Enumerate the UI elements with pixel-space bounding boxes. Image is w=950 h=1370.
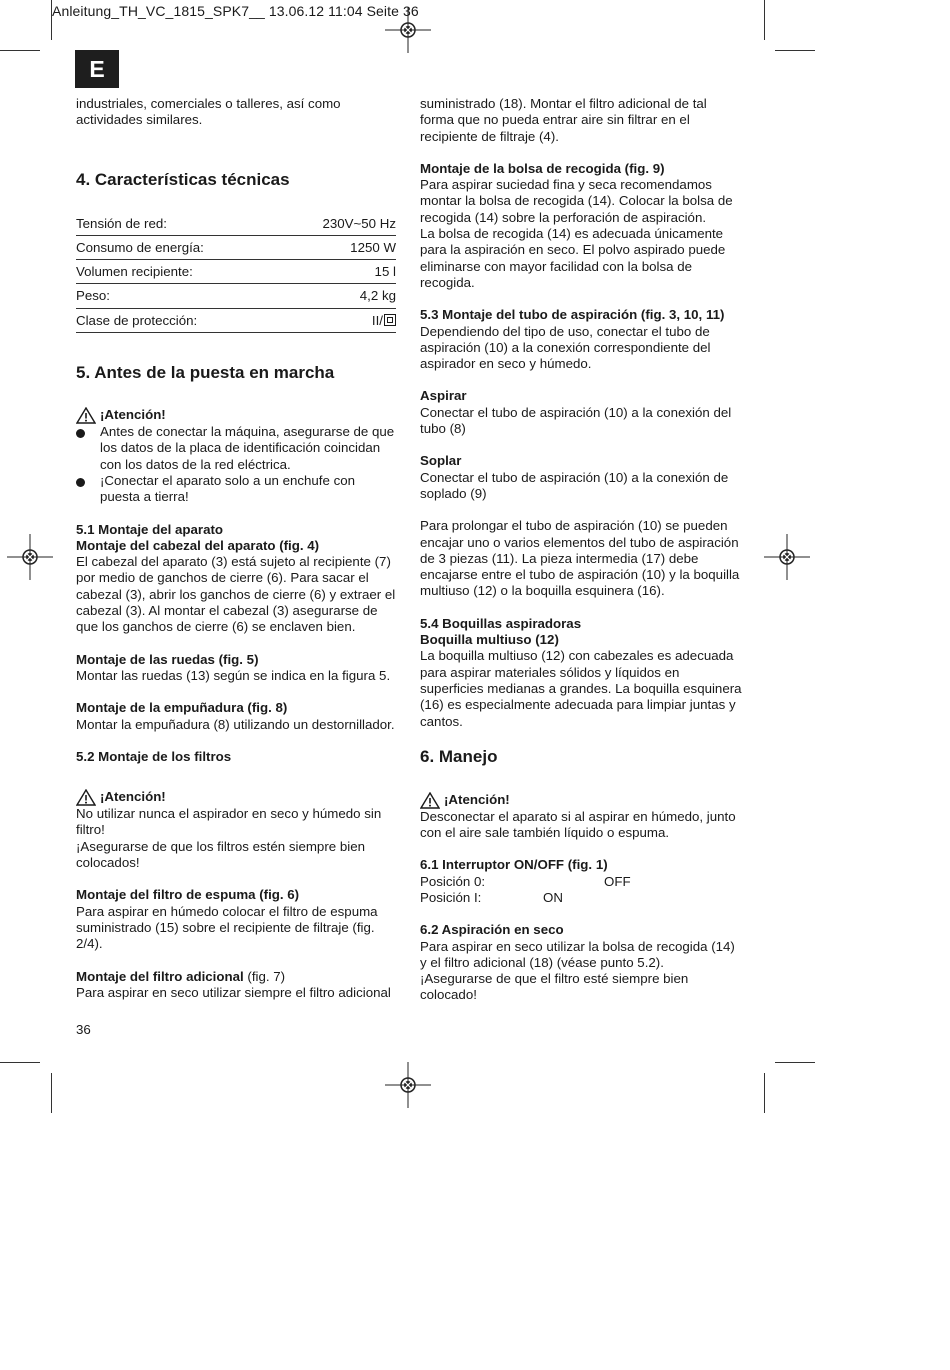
section-5-4-title: 5.4 Boquillas aspiradoras — [420, 615, 582, 631]
paragraph: Para aspirar en seco utilizar siempre el filtro adicional — [76, 984, 391, 1000]
intro-text: industriales, comerciales o talleres, así como actividades similares. — [76, 96, 341, 128]
spec-label: Volumen recipiente: — [76, 260, 279, 284]
attention-label: ¡Atención! — [444, 792, 510, 808]
paragraph: ¡Asegurarse de que el filtro esté siempre bien colocado! — [420, 971, 689, 1003]
list-item: Antes de conectar la máquina, asegurarse de que los datos de la placa de identificación coincidan con los datos de la red eléctrica. — [76, 424, 398, 473]
paragraph: La bolsa de recogida (14) es adecuada únicamente para la aspiración en seco. El polvo aspirado puede eliminarse con mayor facilidad con la bolsa de recogida. — [420, 226, 726, 290]
figure-ref: (fig. 7) — [243, 968, 286, 984]
paragraph: Para prolongar el tubo de aspiración (10) se pueden encajar uno o varios elementos del tubo de aspiración de 3 piezas (11). La pieza intermedia (17) debe encajarse entre el tubo de aspiración (10) y la boquilla multiuso (12) o la boquilla esquinera (16). — [420, 518, 740, 599]
registration-mark-icon — [764, 534, 810, 580]
spec-label: Clase de protección: — [76, 308, 279, 332]
crop-mark — [764, 0, 765, 40]
subheading: Montaje de la bolsa de recogida (fig. 9) — [420, 160, 665, 176]
section-6-1-title: 6.1 Interruptor ON/OFF (fig. 1) — [420, 857, 608, 873]
section-6-2-title: 6.2 Aspiración en seco — [420, 922, 564, 938]
spec-value: 230V~50 Hz — [279, 212, 396, 236]
paragraph: No utilizar nunca el aspirador en seco y húmedo sin filtro! — [76, 806, 382, 838]
switch-position-row — [420, 874, 742, 890]
subheading: Soplar — [420, 453, 462, 469]
crop-mark — [51, 1073, 52, 1113]
table-row — [76, 212, 396, 236]
paragraph: Conectar el tubo de aspiración (10) a la conexión de soplado (9) — [420, 469, 729, 501]
spec-value: 4,2 kg — [279, 284, 396, 308]
list-item: ¡Conectar el aparato solo a un enchufe con puesta a tierra! — [76, 473, 398, 506]
position-value: OFF — [604, 873, 631, 889]
table-row — [76, 284, 396, 308]
table-row — [76, 260, 396, 284]
protection-class-icon — [384, 314, 396, 326]
position-value: ON — [543, 889, 563, 905]
paragraph: Para aspirar suciedad fina y seca recomendamos montar la bolsa de recogida (14). Colocar la bolsa de recogida (14) sobre la perforación de aspiración. — [420, 177, 733, 225]
paragraph: Dependiendo del tipo de uso, conectar el tubo de aspiración (10) a la conexión correspondiente del aspirador en seco y húmedo. — [420, 323, 711, 372]
crop-mark — [775, 50, 815, 51]
left-column — [76, 96, 398, 1001]
spec-value: 1250 W — [279, 235, 396, 259]
paragraph: Para aspirar en seco utilizar la bolsa de recogida (14) y el filtro adicional (18) (véase punto 5.2). — [420, 938, 735, 970]
paragraph: Montar las ruedas (13) según se indica en la figura 5. — [76, 667, 391, 683]
language-tab: E — [75, 50, 119, 88]
subheading: Boquilla multiuso (12) — [420, 632, 559, 648]
crop-mark — [51, 0, 52, 40]
section-6-title: 6. Manejo — [420, 746, 498, 766]
crop-mark — [764, 1073, 765, 1113]
warning-icon — [420, 792, 440, 809]
table-row — [76, 235, 396, 259]
table-row — [76, 308, 396, 332]
subheading: Aspirar — [420, 388, 467, 404]
section-5-3-title: 5.3 Montaje del tubo de aspiración (fig. 3, 10, 11) — [420, 307, 725, 323]
warning-icon — [76, 789, 96, 806]
paragraph: La boquilla multiuso (12) con cabezales es adecuada para aspirar materiales sólidos y líquidos en superficies medianas a grandes. La boquilla esquinera (16) es especialmente adecuada para limpiar juntas y cantos. — [420, 648, 742, 729]
spec-value: 15 l — [279, 260, 396, 284]
position-label: Posición 0: — [420, 873, 486, 889]
paragraph: Conectar el tubo de aspiración (10) a la conexión del tubo (8) — [420, 404, 732, 437]
specs-table — [76, 212, 396, 333]
paragraph: ¡Asegurarse de que los filtros estén siempre bien colocados! — [76, 838, 365, 871]
registration-mark-icon — [385, 1062, 431, 1108]
section-5-1-title: 5.1 Montaje del aparato — [76, 521, 224, 537]
switch-position-row — [420, 890, 742, 906]
crop-mark — [0, 1062, 40, 1063]
subheading: Montaje del cabezal del aparato (fig. 4) — [76, 537, 320, 553]
section-5-2-title: 5.2 Montaje de los filtros — [76, 748, 232, 764]
subheading: Montaje de las ruedas (fig. 5) — [76, 651, 259, 667]
position-label: Posición I: — [420, 889, 482, 905]
spec-label: Peso: — [76, 284, 279, 308]
crop-mark — [0, 50, 40, 51]
section-5-title: 5. Antes de la puesta en marcha — [76, 363, 335, 383]
warning-icon — [76, 407, 96, 424]
section-4-title: 4. Características técnicas — [76, 169, 290, 189]
print-slug: Anleitung_TH_VC_1815_SPK7__ 13.06.12 11:04 Seite 36 — [52, 3, 419, 19]
crop-mark — [775, 1062, 815, 1063]
subheading: Montaje de la empuñadura (fig. 8) — [76, 700, 288, 716]
paragraph: El cabezal del aparato (3) está sujeto al recipiente (7) por medio de ganchos de cierre (6). Para sacar el cabezal (3), abrir los ganchos de cierre (6) y extraer el cabezal (3). Al montar el cabezal (3) asegurarse de que los ganchos de cierre (6) se enclaven bien. — [76, 554, 396, 635]
spec-label: Tensión de red: — [76, 212, 279, 236]
paragraph: suministrado (18). Montar el filtro adicional de tal forma que no pueda entrar aire sin filtrar en el recipiente de filtraje (4). — [420, 96, 707, 144]
paragraph: Desconectar el aparato si al aspirar en húmedo, junto con el aire sale también líquido o espuma. — [420, 808, 736, 841]
registration-mark-icon — [385, 7, 431, 53]
paragraph: Montar la empuñadura (8) utilizando un destornillador. — [76, 716, 395, 732]
spec-label: Consumo de energía: — [76, 235, 279, 259]
right-column — [420, 96, 742, 1004]
page-number: 36 — [76, 1022, 91, 1037]
attention-label: ¡Atención! — [100, 407, 166, 423]
attention-label: ¡Atención! — [100, 789, 166, 805]
registration-mark-icon — [7, 534, 53, 580]
paragraph: Para aspirar en húmedo colocar el filtro de espuma suministrado (15) sobre el recipiente de filtraje (fig. 2/4). — [76, 903, 378, 952]
subheading: Montaje del filtro adicional — [76, 968, 244, 984]
spec-value: II/ — [371, 312, 383, 328]
subheading: Montaje del filtro de espuma (fig. 6) — [76, 887, 300, 903]
